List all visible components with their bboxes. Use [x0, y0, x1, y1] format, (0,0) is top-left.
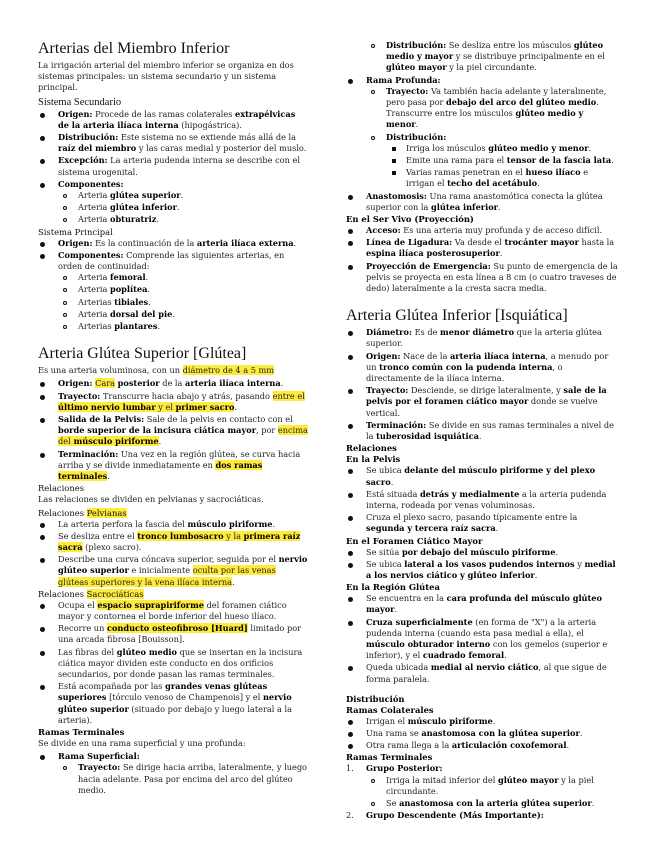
list-item: Salida de la Pelvis: Sale de la pelvis en contacto con el borde superior de la incisura ciática mayor, por encima del músculo piriforme. [38, 414, 308, 448]
list-item: Origen: Procede de las ramas colaterales extrapélvicas de la arteria ilíaca interna (hipogástrica). [38, 109, 308, 131]
list-item: Diámetro: Es de menor diámetro que la arteria glútea superior. [346, 327, 618, 349]
list-item: Está acompañada por las grandes venas glúteas superiores [tórculo venoso de Champenois] y el nervio glúteo superior (situado por debajo y luego lateral a la arteria). [38, 681, 308, 726]
ramas-colaterales-title: Ramas Colaterales [346, 704, 434, 715]
list-item: Arteria glútea superior. [58, 190, 308, 201]
list-item: Componentes: Arteria glútea superior. Arteria glútea inferior. Arteria obturatriz. [38, 179, 308, 226]
list-item: Se sitúa por debajo del músculo piriforme. [346, 547, 618, 558]
list-item: Trayecto: Transcurre hacia abajo y atrás, pasando entre el último nervio lumbar y el primer sacro. [38, 391, 308, 413]
list-item: Trayecto: Va también hacia adelante y lateralmente, pero pasa por debajo del arco del glúteo medio. Transcurre entre los músculos glúteo medio y menor. [366, 86, 618, 131]
list-item: Rama Superficial: Trayecto: Se dirige hacia arriba, lateralmente, y luego hacia adelante. Pasa por encima del arco del glúteo medio. [38, 751, 308, 796]
list-item: Distribución: Se desliza entre los músculos glúteo medio y mayor y se distribuye principalmente en el glúteo mayor y la piel circundante. [366, 40, 618, 74]
list-item: Irrigan el músculo piriforme. [346, 716, 618, 727]
colaterales-list [346, 716, 618, 752]
ser-vivo-title: En el Ser Vivo (Proyección) [346, 214, 474, 225]
list-item: Irriga la mitad inferior del glúteo mayor y la piel circundante. [366, 775, 618, 797]
relaciones-sacrociaticas-title: Relaciones Sacrociáticas [38, 588, 144, 599]
pelvis-list [346, 465, 618, 534]
rama-superficial-cont [366, 40, 618, 74]
list-item: Queda ubicada medial al nervio ciático, al que sigue de forma paralela. [346, 662, 618, 684]
list-item: Trayecto: Se dirige hacia arriba, lateralmente, y luego hacia adelante. Pasa por encima del arco del glúteo medio. [58, 762, 308, 796]
list-item: Una rama se anastomosa con la glútea superior. [346, 728, 618, 739]
list-item: 1. Grupo Posterior: Irriga la mitad inferior del glúteo mayor y la piel circundante. Se anastomosa con la arteria glútea superior. [346, 763, 618, 809]
list-item: Las fibras del glúteo medio que se insertan en la incisura ciática mayor dividen este conducto en dos orificios secundarios, por donde pasan las ramas terminales. [38, 647, 308, 681]
principal-list [38, 238, 308, 333]
sacrociaticas-list [38, 600, 308, 726]
list-item: Trayecto: Desciende, se dirige lateralmente, y sale de la pelvis por el foramen ciático mayor donde se vuelve vertical. [346, 385, 618, 419]
list-item: Arteria dorsal del pie. [58, 309, 308, 320]
list-item: Otra rama llega a la articulación coxofemoral. [346, 740, 618, 751]
list-item: Arteria obturatriz. [58, 214, 308, 225]
title-glutea-inferior: Arteria Glútea Inferior [Isquiática] [346, 307, 568, 325]
ramas-list [38, 751, 308, 796]
list-item: Arterias tibiales. [58, 297, 308, 308]
list-item: Arterias plantares. [58, 321, 308, 332]
ramas-text: Se divide en una rama superficial y una profunda: [38, 737, 246, 748]
foramen-title: En el Foramen Ciático Mayor [346, 535, 483, 546]
list-item: Rama Profunda: Trayecto: Va también hacia adelante y lateralmente, pero pasa por debajo del arco del glúteo medio. Transcurre entre los músculos glúteo medio y menor. Distribución: Irriga los músculos glúteo medio y menor. Emite una rama para el tensor de la fascia lata. Varias ramas penetran en el hueso ilíaco e irrigan el techo del acetábulo. [346, 75, 618, 190]
list-item: Línea de Ligadura: Va desde el trocánter mayor hasta la espina ilíaca posterosuperior. [346, 237, 618, 259]
list-item: Se encuentra en la cara profunda del músculo glúteo mayor. [346, 593, 618, 615]
list-item: Cruza el plexo sacro, pasando típicamente entre la segunda y tercera raíz sacra. [346, 512, 618, 534]
subtitle-sistema-secundario: Sistema Secundario [38, 96, 122, 108]
list-item: Proyección de Emergencia: Su punto de emergencia de la pelvis se proyecta en esta línea a 8 cm (o cuatro traveses de dedo) lateralmente a la cresta sacra media. [346, 261, 618, 295]
gs-intro: Es una arteria voluminosa, con un diámetro de 4 a 5 mm [38, 365, 275, 376]
ramas-terminales-gi-title: Ramas Terminales [346, 752, 433, 763]
list-item: Terminación: Se divide en sus ramas terminales a nivel de la tuberosidad isquiática. [346, 420, 618, 442]
list-item: Origen: Nace de la arteria ilíaca interna, a menudo por un tronco común con la pudenda interna, o directamente de la ilíaca interna. [346, 351, 618, 385]
list-item: Está situada detrás y medialmente a la arteria pudenda interna, rodeada por venas voluminosas. [346, 489, 618, 511]
list-item: La arteria perfora la fascia del músculo piriforme. [38, 519, 308, 530]
gi-list [346, 327, 618, 442]
relaciones-pelvianas-title: Relaciones Pelvianas [38, 507, 127, 518]
list-item: 2. Grupo Descendente (Más Importante): [346, 810, 544, 821]
ser-vivo-list [346, 225, 618, 294]
pelvianas-list [38, 519, 308, 588]
list-item: Distribución: Irriga los músculos glúteo medio y menor. Emite una rama para el tensor de la fascia lata. Varias ramas penetran en el hueso ilíaco e irrigan el techo del acetábulo. [366, 132, 618, 190]
list-item: Arteria femoral. [58, 272, 308, 283]
list-item: Recorre un conducto osteofibroso [Huard] limitado por una arcada fibrosa [Bouisson]. [38, 623, 308, 645]
list-item: Describe una curva cóncava superior, seguida por el nervio glúteo superior e inicialmente oculta por las venas glúteas superiores y la vena ilíaca interna. [38, 554, 308, 588]
list-item: Origen: Cara posterior de la arteria ilíaca interna. [38, 378, 308, 389]
list-item: Se desliza entre el tronco lumbosacro y la primera raíz sacra (plexo sacro). [38, 531, 308, 553]
distribucion-title: Distribución [346, 693, 405, 704]
list-item: Arteria glútea inferior. [58, 202, 308, 213]
intro-text: La irrigación arterial del miembro inferior se organiza en dos sistemas principales: un sistema secundario y un sistema principal. [38, 60, 294, 93]
en-la-pelvis-title: En la Pelvis [346, 454, 401, 465]
list-item: Excepción: La arteria pudenda interna se describe con el sistema urogenital. [38, 155, 308, 177]
title-glutea-superior: Arteria Glútea Superior [Glútea] [38, 345, 247, 363]
rama-profunda-list [346, 75, 618, 213]
region-list [346, 593, 618, 685]
relaciones-text: Las relaciones se dividen en pelvianas y sacrociáticas. [38, 494, 264, 505]
list-item: Arteria poplítea. [58, 284, 308, 295]
list-item: Se ubica delante del músculo piriforme y del plexo sacro. [346, 465, 618, 487]
list-item: Anastomosis: Una rama anastomótica conecta la glútea superior con la glútea inferior. [346, 191, 618, 213]
list-item: Emite una rama para el tensor de la fascia lata. [386, 155, 618, 166]
terminales-list [346, 763, 618, 821]
region-glutea-title: En la Región Glútea [346, 582, 440, 593]
relaciones-title: Relaciones [38, 483, 84, 494]
ramas-terminales-title: Ramas Terminales [38, 726, 125, 737]
list-item: Acceso: Es una arteria muy profunda y de acceso difícil. [346, 225, 618, 236]
list-item: Ocupa el espacio suprapiriforme del foramen ciático mayor y contornea el borde inferior del hueso ilíaco. [38, 600, 308, 622]
gi-relaciones-title: Relaciones [346, 443, 397, 454]
list-item: Se anastomosa con la arteria glútea superior. [366, 798, 618, 809]
list-item: Se ubica lateral a los vasos pudendos internos y medial a los nervios ciático y glúteo inferior. [346, 559, 618, 581]
list-item: Componentes: Comprende las siguientes arterias, en orden de continuidad: Arteria femoral. Arteria poplítea. Arterias tibiales. Arteria dorsal del pie. Arterias plantares. [38, 250, 308, 332]
list-item: Terminación: Una vez en la región glútea, se curva hacia arriba y se divide inmediatamente en dos ramas terminales. [38, 449, 308, 483]
foramen-list [346, 547, 618, 582]
list-item: Varias ramas penetran en el hueso ilíaco e irrigan el techo del acetábulo. [386, 167, 618, 189]
list-item: Irriga los músculos glúteo medio y menor. [386, 143, 618, 154]
secundario-list [38, 109, 308, 226]
list-item: Cruza superficialmente (en forma de "X") a la arteria pudenda interna (cuando esta pasa medial a ella), el músculo obturador interno con los gemelos (superior e inferior), y el cuadrado femoral. [346, 617, 618, 662]
subtitle-sistema-principal: Sistema Principal [38, 226, 113, 237]
gs-list [38, 378, 308, 482]
list-item: Distribución: Este sistema no se extiende más allá de la raíz del miembro y las caras medial y posterior del muslo. [38, 132, 308, 154]
list-item: Origen: Es la continuación de la arteria ilíaca externa. [38, 238, 308, 249]
left-column [38, 36, 308, 797]
right-column [346, 40, 618, 822]
title-arterias: Arterias del Miembro Inferior [38, 40, 230, 57]
